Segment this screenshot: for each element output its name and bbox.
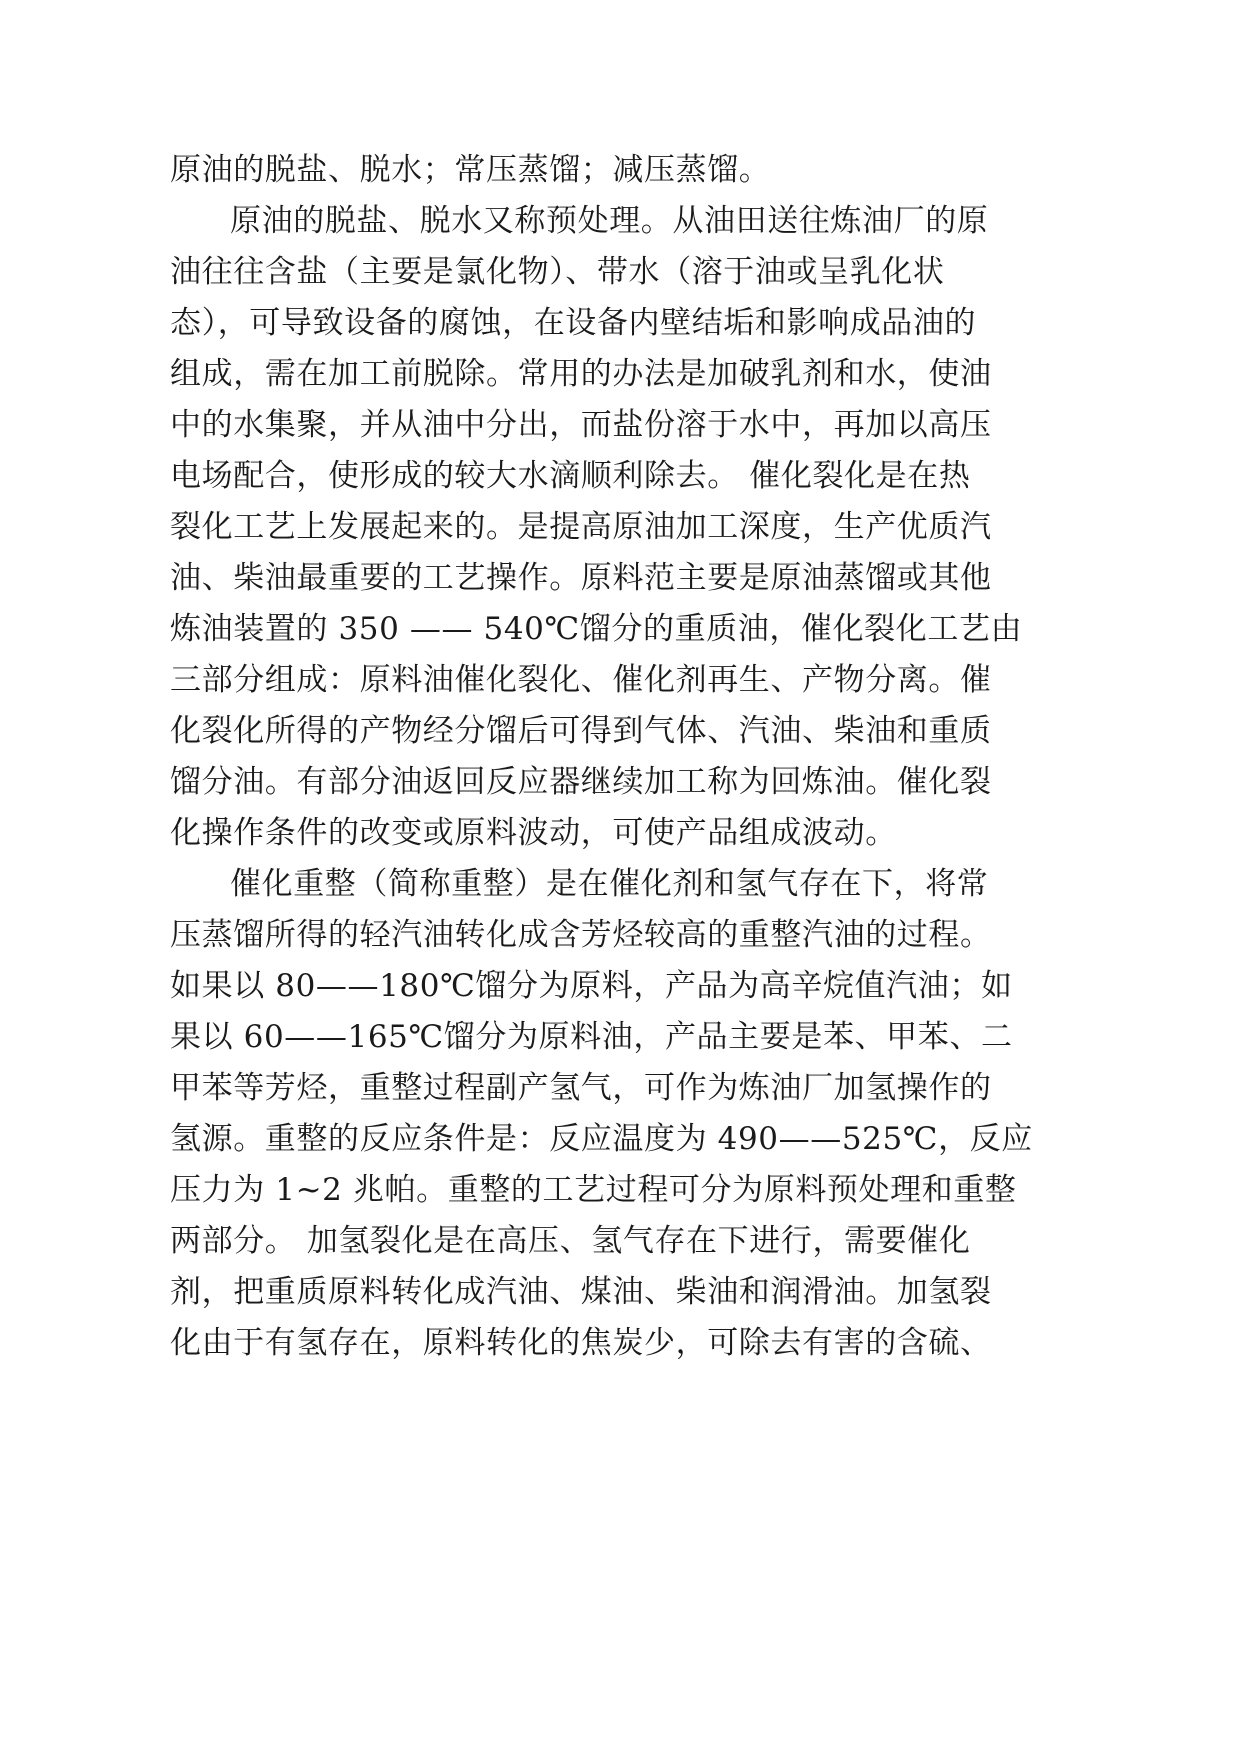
text-line: 如果以 80——180℃馏分为原料，产品为高辛烷值汽油；如 (170, 968, 1013, 1004)
text-line: 化由于有氢存在，原料转化的焦炭少，可除去有害的含硫、 (170, 1325, 992, 1361)
text-line: 油往往含盐（主要是氯化物）、带水（溶于油或呈乳化状 (170, 254, 945, 290)
text-line: 催化重整（简称重整）是在催化剂和氢气存在下，将常 (230, 866, 989, 902)
text-line: 组成，需在加工前脱除。常用的办法是加破乳剂和水，使油 (170, 356, 992, 392)
text-line: 裂化工艺上发展起来的。是提高原油加工深度，生产优质汽 (170, 509, 992, 545)
text-line: 两部分。 加氢裂化是在高压、氢气存在下进行，需要催化 (170, 1223, 971, 1259)
text-line: 甲苯等芳烃，重整过程副产氢气，可作为炼油厂加氢操作的 (170, 1070, 992, 1106)
text-line: 三部分组成：原料油催化裂化、催化剂再生、产物分离。催 (170, 662, 992, 698)
text-line: 原油的脱盐、脱水又称预处理。从油田送往炼油厂的原 (230, 203, 989, 239)
text-line: 化裂化所得的产物经分馏后可得到气体、汽油、柴油和重质 (170, 713, 992, 749)
text-line: 油、柴油最重要的工艺操作。原料范主要是原油蒸馏或其他 (170, 560, 992, 596)
text-line: 化操作条件的改变或原料波动，可使产品组成波动。 (170, 815, 897, 851)
text-line: 压蒸馏所得的轻汽油转化成含芳烃较高的重整汽油的过程。 (170, 917, 992, 953)
text-line: 馏分油。有部分油返回反应器继续加工称为回炼油。催化裂 (170, 764, 992, 800)
text-line: 态），可导致设备的腐蚀，在设备内壁结垢和影响成品油的 (170, 305, 977, 341)
text-line: 压力为 1~2 兆帕。重整的工艺过程可分为原料预处理和重整 (170, 1172, 1017, 1208)
text-line: 果以 60——165℃馏分为原料油，产品主要是苯、甲苯、二 (170, 1019, 1013, 1055)
text-line: 原油的脱盐、脱水；常压蒸馏；减压蒸馏。 (170, 152, 771, 188)
text-line: 剂，把重质原料转化成汽油、煤油、柴油和润滑油。加氢裂 (170, 1274, 992, 1310)
text-line: 氢源。重整的反应条件是：反应温度为 490——525℃，反应 (170, 1121, 1033, 1157)
text-line: 中的水集聚，并从油中分出，而盐份溶于水中，再加以高压 (170, 407, 992, 443)
text-line: 炼油装置的 350 —— 540℃馏分的重质油，催化裂化工艺由 (170, 611, 1023, 647)
text-line: 电场配合，使形成的较大水滴顺利除去。 催化裂化是在热 (170, 458, 971, 494)
